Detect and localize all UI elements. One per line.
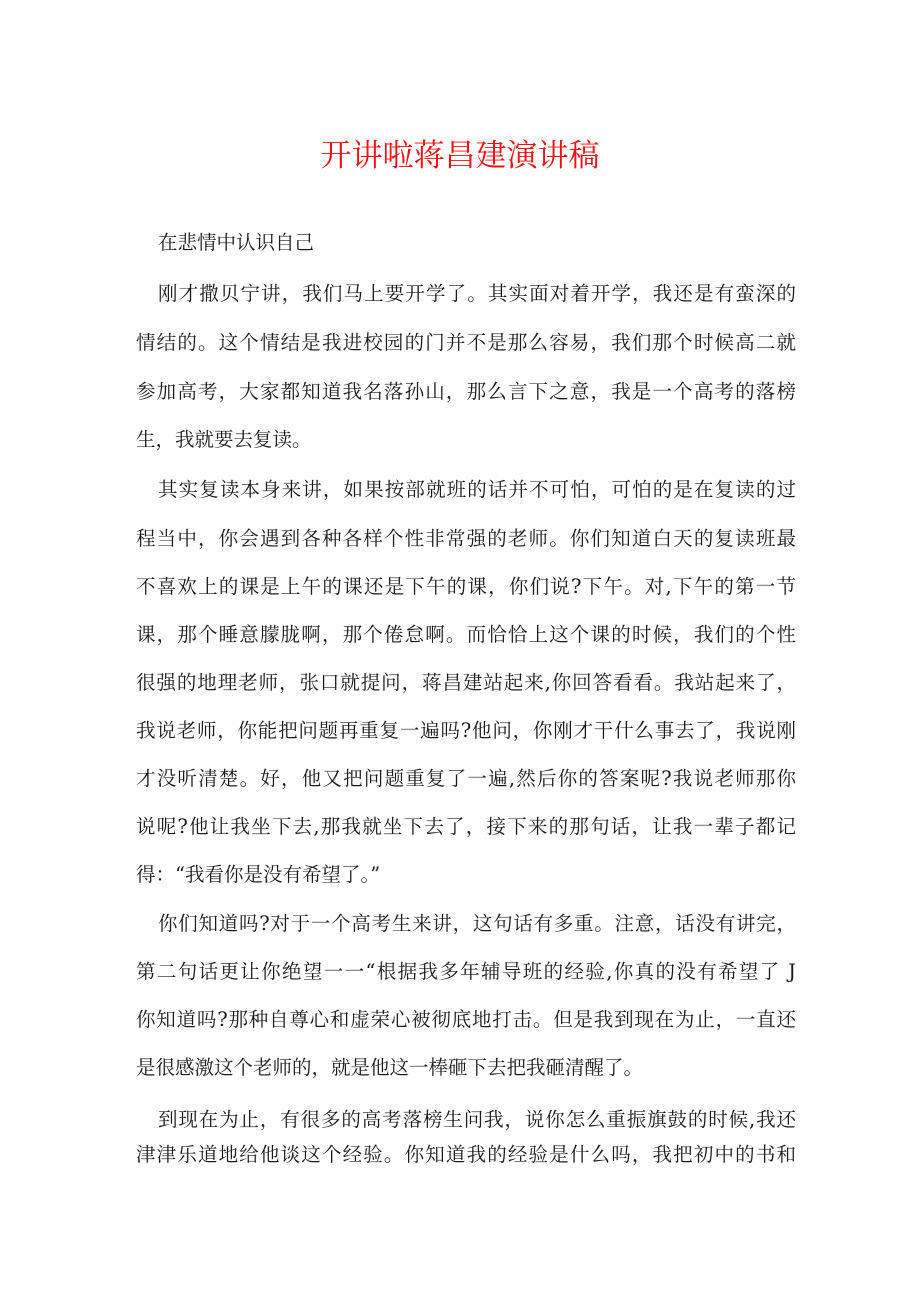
paragraph-line: 到现在为止，有很多的高考落榜生问我，说你怎么重振旗鼓的时候,我还 xyxy=(158,1108,796,1131)
section-heading: 在悲情中认识自己 xyxy=(158,231,315,254)
paragraph-line: 其实复读本身来讲，如果按部就班的话并不可怕，可怕的是在复读的过 xyxy=(158,478,796,501)
paragraph-line: 程当中，你会遇到各种各样个性非常强的老师。你们知道白天的复读班最 xyxy=(136,527,796,550)
paragraph-line: 第二句话更让你绝望一一“根据我多年辅导班的经验,你真的没有希望了 J xyxy=(136,960,796,983)
paragraph-line: 你知道吗?那种自尊心和虚荣心被彻底地打击。但是我到现在为止，一直还 xyxy=(136,1008,796,1031)
paragraph-line: 不喜欢上的课是上午的课还是下午的课，你们说?下午。对,下午的第一节 xyxy=(136,575,796,598)
paragraph-line: 生，我就要去复读。 xyxy=(136,428,312,451)
paragraph-line: 很强的地理老师，张口就提问，蒋昌建站起来,你回答看看。我站起来了， xyxy=(136,671,796,694)
paragraph-line: 津津乐道地给他谈这个经验。你知道我的经验是什么吗，我把初中的书和 xyxy=(136,1143,796,1166)
document-title: 开讲啦蒋昌建演讲稿 xyxy=(320,138,600,174)
paragraph-line: 情结的。这个情结是我进校园的门并不是那么容易，我们那个时候高二就 xyxy=(136,331,796,354)
paragraph-line: 说呢?他让我坐下去,那我就坐下去了，接下来的那句话，让我一辈子都记 xyxy=(136,815,796,838)
paragraph-line: 是很感激这个老师的，就是他这一棒砸下去把我砸清醒了。 xyxy=(136,1056,644,1079)
paragraph-line: 刚才撒贝宁讲，我们马上要开学了。其实面对着开学，我还是有蛮深的 xyxy=(158,282,796,305)
paragraph-line: 参加高考，大家都知道我名落孙山，那么言下之意，我是一个高考的落榜 xyxy=(136,380,796,403)
paragraph-line: 我说老师，你能把问题再重复一遍吗?他问，你刚才干什么事去了，我说刚 xyxy=(136,719,796,742)
paragraph-line: 你们知道吗?对于一个高考生来讲，这句话有多重。注意，话没有讲完， xyxy=(158,912,796,935)
paragraph-line: 得：“我看你是没有希望了。” xyxy=(136,863,381,886)
paragraph-line: 才没听清楚。好，他又把问题重复了一遍,然后你的答案呢?我说老师那你 xyxy=(136,767,796,790)
paragraph-line: 课，那个睡意朦胧啊，那个倦怠啊。而恰恰上这个课的时候，我们的个性 xyxy=(136,623,796,646)
